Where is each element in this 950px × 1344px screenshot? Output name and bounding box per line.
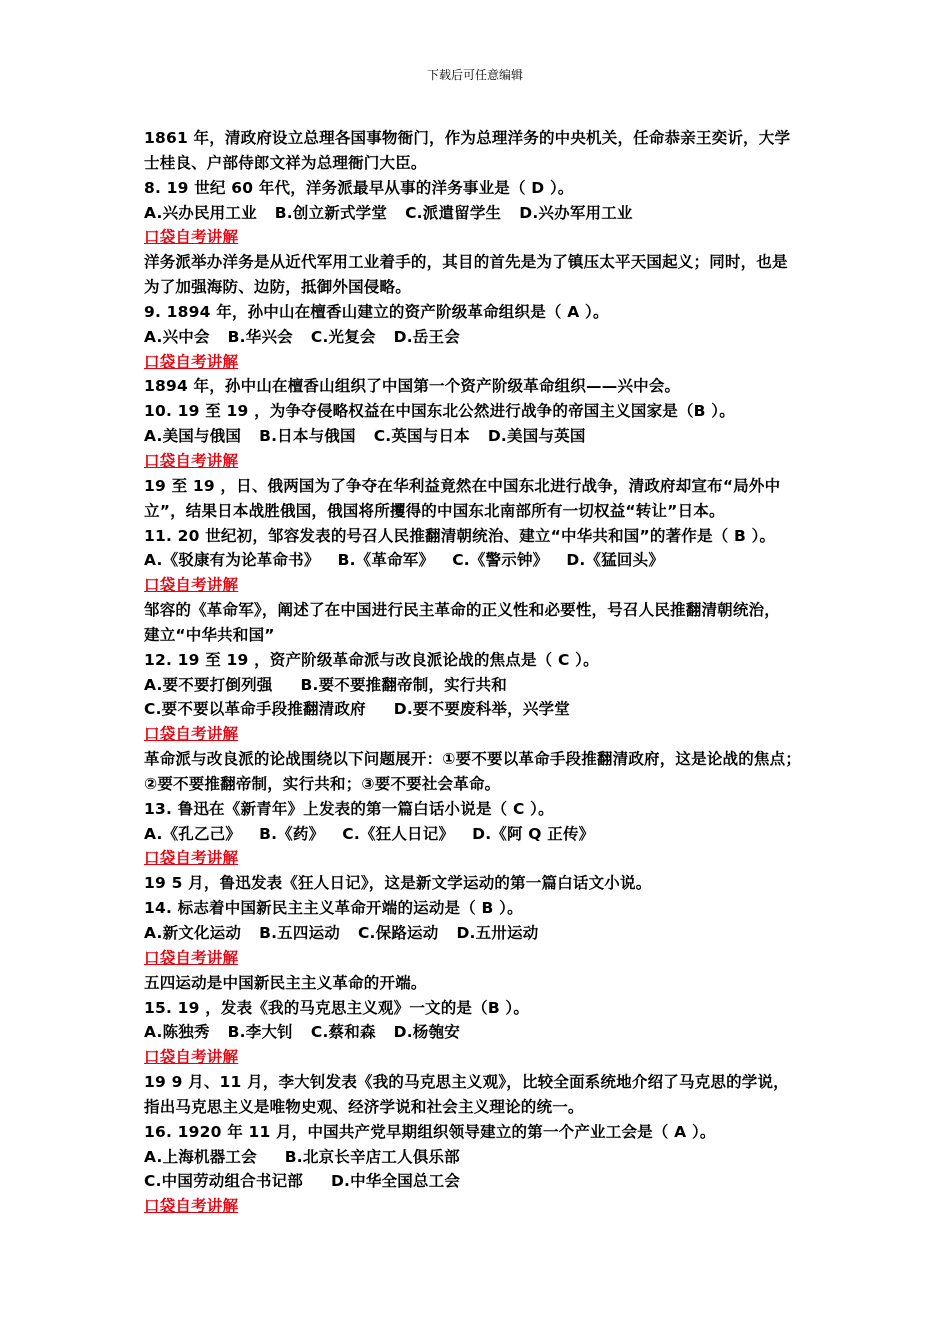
page-header: 下载后可任意编辑 bbox=[426, 68, 523, 82]
explanation-heading: 口袋自考讲解 bbox=[144, 352, 239, 371]
option-text: D.《猛回头》 bbox=[566, 551, 665, 570]
option-text: B.要不要推翻帝制，实行共和 bbox=[300, 675, 507, 694]
paragraph-line: 士桂良、户部侍郎文祥为总理衙门大臣。 bbox=[144, 153, 427, 172]
option-text: D.岳王会 bbox=[393, 327, 460, 346]
explanation-heading: 口袋自考讲解 bbox=[144, 576, 239, 595]
option-text: D.要不要废科举，兴学堂 bbox=[393, 700, 570, 719]
question-text: 14. 标志着中国新民主主义革命开端的运动是（ B ）。 bbox=[144, 899, 523, 918]
paragraph-line: 19 至 19 ，日、俄两国为了争夺在华利益竟然在中国东北进行战争，清政府却宣布“局外中 bbox=[144, 476, 781, 495]
explanation-heading: 口袋自考讲解 bbox=[144, 228, 239, 247]
paragraph-line: 19 5 月，鲁迅发表《狂人日记》，这是新文学运动的第一篇白话文小说。 bbox=[144, 874, 652, 893]
option-text: A.兴办民用工业 bbox=[144, 203, 257, 222]
question-text: 11. 20 世纪初，邹容发表的号召人民推翻清朝统治、建立“中华共和国”的著作是（ B ）。 bbox=[144, 526, 776, 545]
option-text: C.光复会 bbox=[310, 327, 376, 346]
options-line bbox=[144, 424, 824, 449]
question-text: 8. 19 世纪 60 年代，洋务派最早从事的洋务事业是（ D ）。 bbox=[144, 178, 574, 197]
option-text: A.新文化运动 bbox=[144, 924, 242, 942]
option-text: B.五四运动 bbox=[259, 924, 340, 942]
option-text: B.《药》 bbox=[259, 824, 325, 843]
option-text: B.日本与俄国 bbox=[259, 427, 356, 446]
question-text: 15. 19 ，发表《我的马克思主义观》一文的是（B ）。 bbox=[144, 998, 530, 1017]
option-text: D.中华全国总工会 bbox=[330, 1172, 461, 1191]
explanation-heading: 口袋自考讲解 bbox=[144, 1197, 239, 1216]
paragraph-line: ②要不要推翻帝制，实行共和；③要不要社会革命。 bbox=[144, 774, 501, 793]
option-text: D.杨匏安 bbox=[393, 1023, 460, 1042]
option-text: B.华兴会 bbox=[227, 327, 293, 346]
options-line bbox=[144, 697, 824, 722]
option-text: C.英国与日本 bbox=[373, 427, 470, 446]
paragraph-line: 立”，结果日本战胜俄国，俄国将所攫得的中国东北南部所有一切权益“转让”日本。 bbox=[144, 501, 725, 520]
question-text: 16. 1920 年 11 月，中国共产党早期组织领导建立的第一个产业工会是（ A ）。 bbox=[144, 1122, 716, 1141]
question-text: 9. 1894 年，孙中山在檀香山建立的资产阶级革命组织是（ A ）。 bbox=[144, 302, 609, 321]
option-text: C.《狂人日记》 bbox=[342, 824, 455, 843]
question-text: 12. 19 至 19 ，资产阶级革命派与改良派论战的焦点是（ C ）。 bbox=[144, 650, 599, 669]
option-text: A.上海机器工会 bbox=[144, 1147, 257, 1166]
options-line bbox=[144, 1145, 824, 1170]
options-line bbox=[144, 325, 824, 350]
options-line bbox=[144, 921, 824, 946]
explanation-heading: 口袋自考讲解 bbox=[144, 948, 239, 967]
options-line bbox=[144, 673, 824, 698]
option-text: C.《警示钟》 bbox=[452, 551, 549, 570]
option-text: C.保路运动 bbox=[357, 924, 439, 942]
option-text: A.美国与俄国 bbox=[144, 427, 242, 446]
paragraph-line: 革命派与改良派的论战围绕以下问题展开：①要不要以革命手段推翻清政府，这是论战的焦点； bbox=[144, 750, 802, 769]
options-line bbox=[144, 201, 824, 226]
document-body bbox=[144, 126, 824, 1219]
options-line bbox=[144, 1020, 824, 1045]
option-text: C.蔡和森 bbox=[310, 1023, 376, 1042]
option-text: A.《孔乙己》 bbox=[144, 824, 242, 843]
option-text: C.要不要以革命手段推翻清政府 bbox=[144, 700, 366, 719]
option-text: B.创立新式学堂 bbox=[274, 203, 388, 222]
paragraph-line: 洋务派举办洋务是从近代军用工业着手的，其目的首先是为了镇压太平天国起义；同时，也是 bbox=[144, 253, 788, 272]
option-text: A.《驳康有为论革命书》 bbox=[144, 551, 320, 570]
option-text: C.中国劳动组合书记部 bbox=[144, 1172, 303, 1191]
paragraph-line: 为了加强海防、边防，抵御外国侵略。 bbox=[144, 278, 411, 297]
option-text: D.美国与英国 bbox=[487, 427, 586, 446]
paragraph-line: 邹容的《革命军》，阐述了在中国进行民主革命的正义性和必要性，号召人民推翻清朝统治， bbox=[144, 601, 780, 620]
question-text: 10. 19 至 19 ，为争夺侵略权益在中国东北公然进行战争的帝国主义国家是（B ）。 bbox=[144, 402, 735, 421]
option-text: B.李大钊 bbox=[227, 1023, 293, 1042]
option-text: A.兴中会 bbox=[144, 327, 210, 346]
option-text: C.派遣留学生 bbox=[405, 203, 502, 222]
option-text: D.《阿 Q 正传》 bbox=[472, 824, 595, 843]
explanation-heading: 口袋自考讲解 bbox=[144, 1048, 239, 1067]
paragraph-line: 五四运动是中国新民主主义革命的开端。 bbox=[144, 973, 427, 992]
options-line bbox=[144, 1169, 824, 1194]
option-text: B.《革命军》 bbox=[337, 551, 435, 570]
paragraph-line: 建立“中华共和国” bbox=[144, 625, 275, 644]
question-text: 13. 鲁迅在《新青年》上发表的第一篇白话小说是（ C ）。 bbox=[144, 799, 554, 818]
paragraph-line: 指出马克思主义是唯物史观、经济学说和社会主义理论的统一。 bbox=[144, 1097, 584, 1116]
option-text: B.北京长辛店工人俱乐部 bbox=[284, 1147, 460, 1166]
paragraph-line: 19 9 月、11 月，李大钊发表《我的马克思主义观》，比较全面系统地介绍了马克思的学说， bbox=[144, 1073, 789, 1092]
explanation-heading: 口袋自考讲解 bbox=[144, 451, 239, 470]
paragraph-line: 1894 年，孙中山在檀香山组织了中国第一个资产阶级革命组织——兴中会。 bbox=[144, 377, 681, 396]
option-text: A.陈独秀 bbox=[144, 1023, 210, 1042]
paragraph-line: 1861 年，清政府设立总理各国事物衙门，作为总理洋务的中央机关，任命恭亲王奕䜣，大学 bbox=[144, 129, 791, 147]
option-text: A.要不要打倒列强 bbox=[144, 675, 273, 694]
explanation-heading: 口袋自考讲解 bbox=[144, 725, 239, 744]
option-text: D.五卅运动 bbox=[456, 924, 539, 942]
option-text: D.兴办军用工业 bbox=[519, 203, 633, 222]
options-line bbox=[144, 822, 824, 847]
explanation-heading: 口袋自考讲解 bbox=[144, 849, 239, 868]
options-line bbox=[144, 548, 824, 573]
